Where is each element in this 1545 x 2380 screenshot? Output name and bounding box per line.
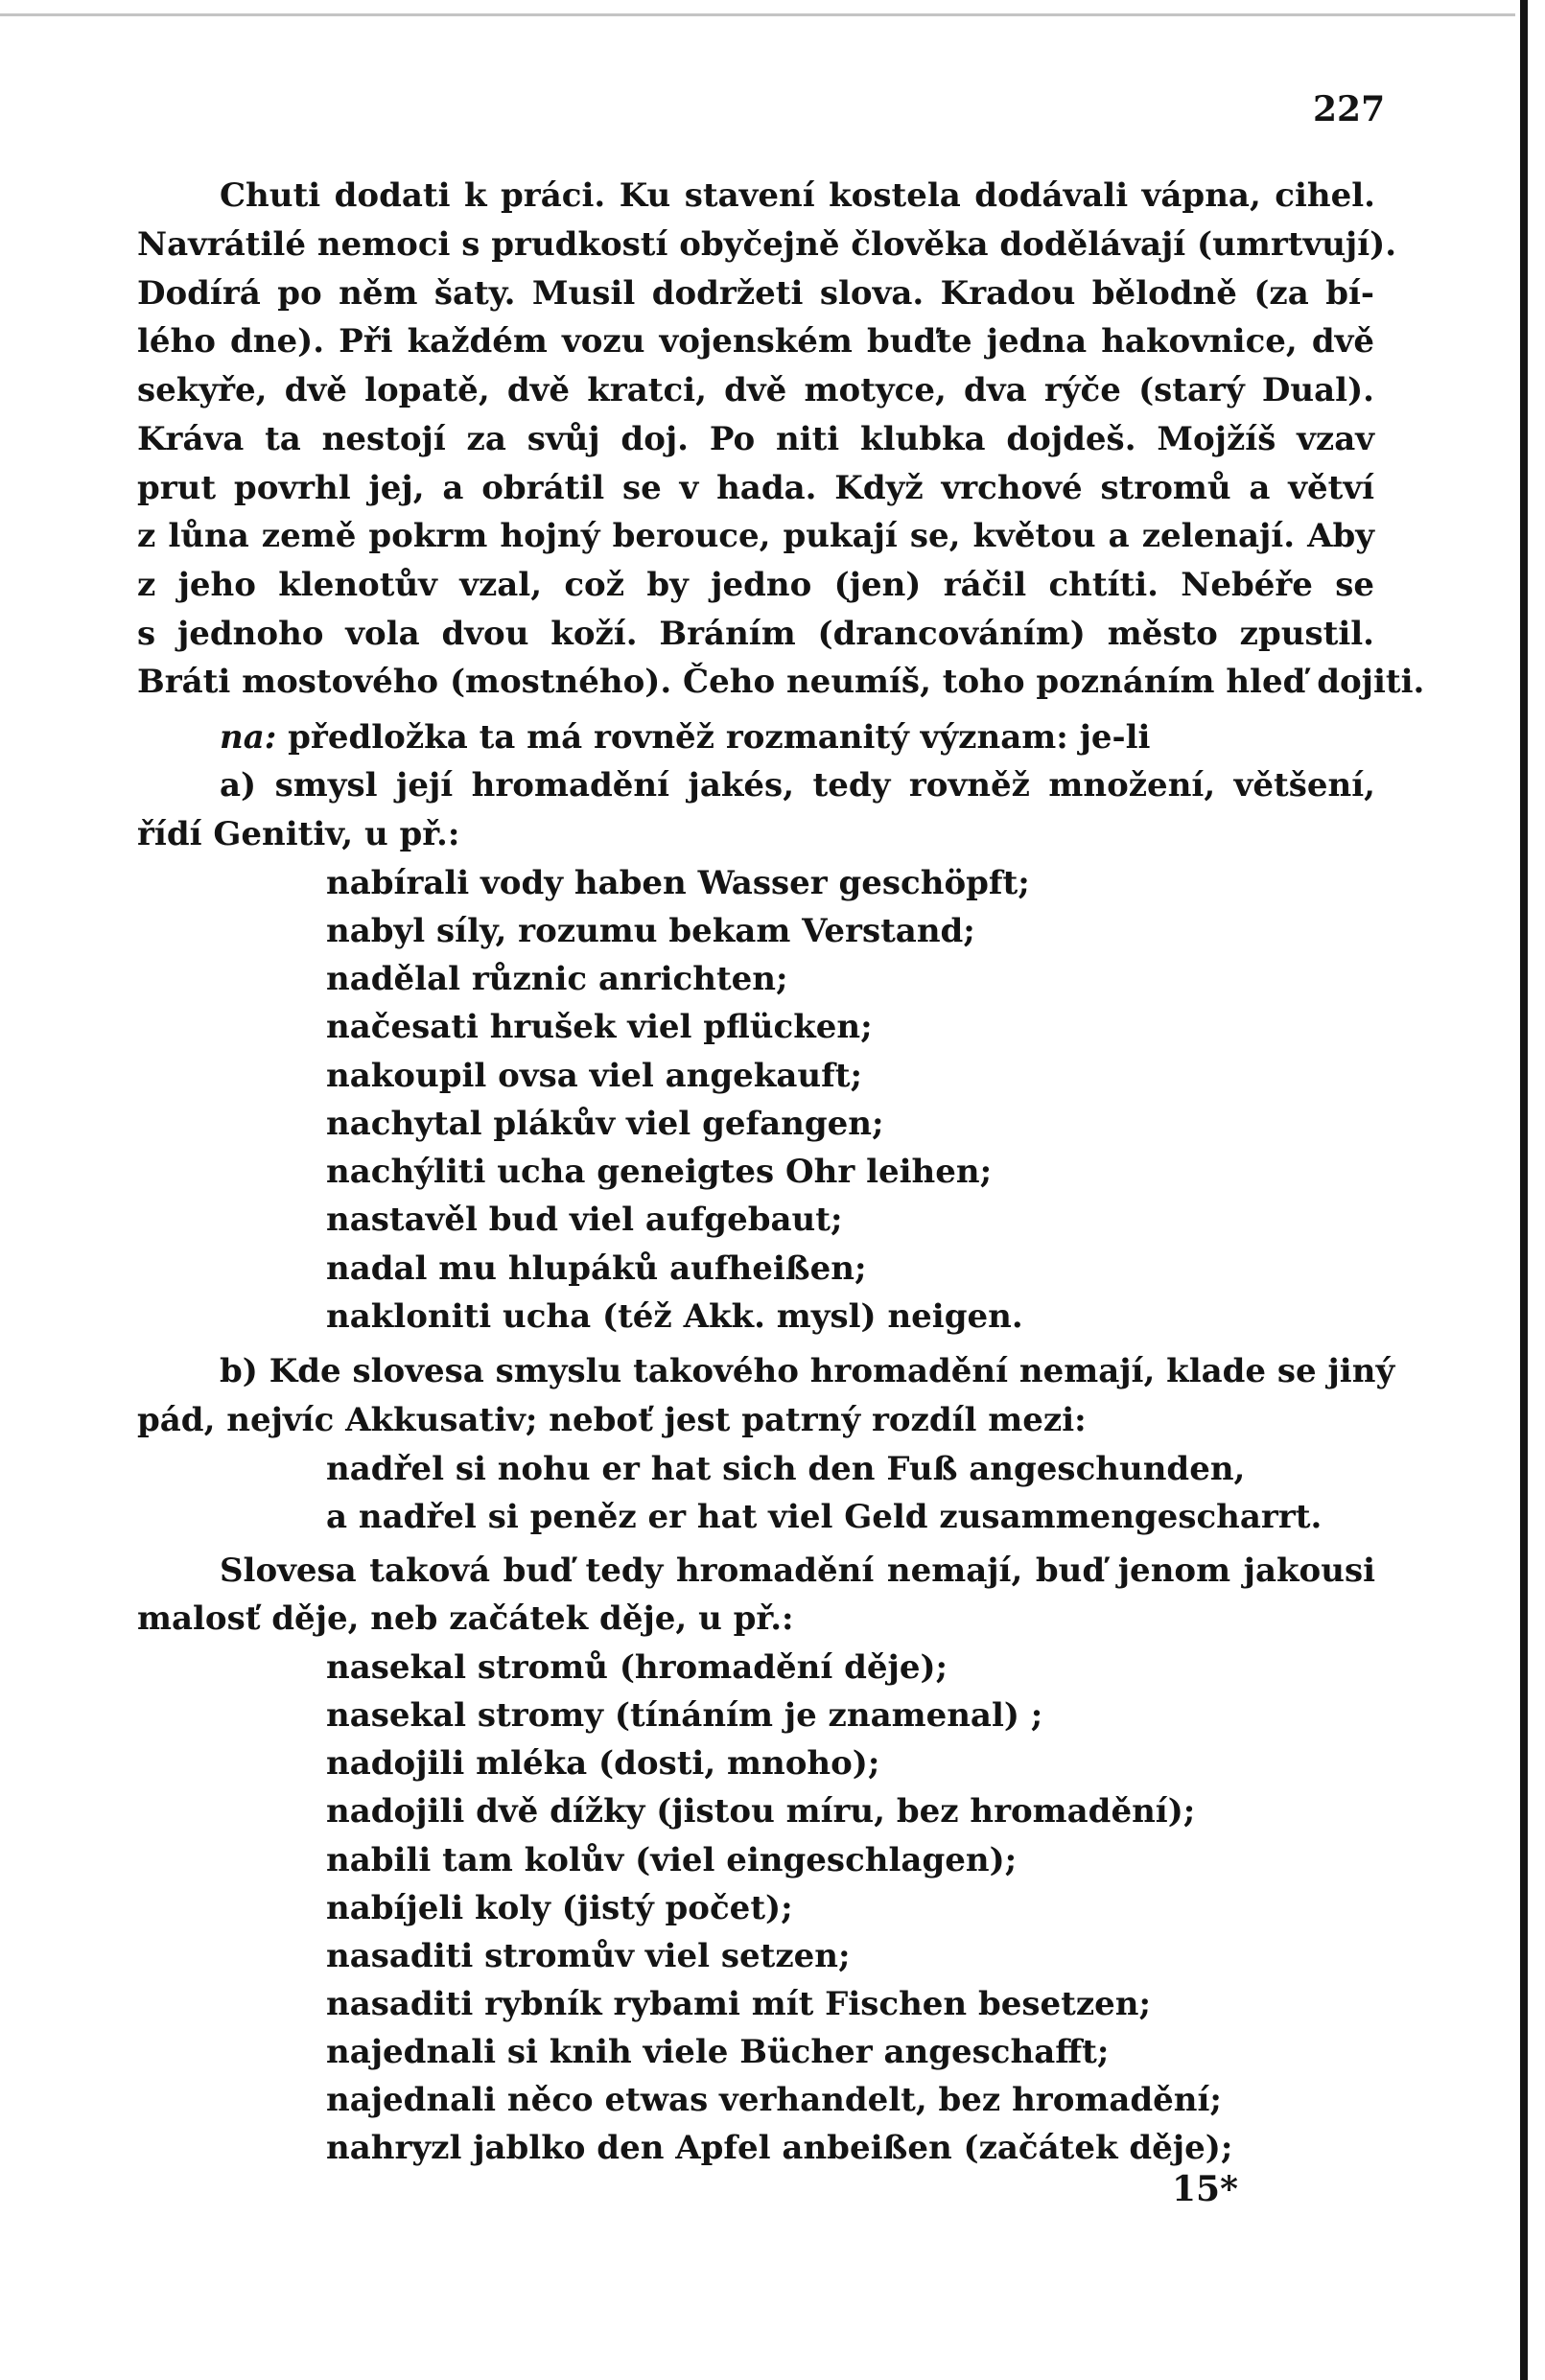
text-line: sekyře, dvě lopatě, dvě kratci, dvě motyce, dva rýče (starý Dual).: [137, 371, 1374, 409]
page-number: 227: [1313, 89, 1386, 129]
example-item: nakloniti ucha (též Akk. mysl) neigen.: [326, 1297, 1023, 1336]
text-line: Kráva ta nestojí za svůj doj. Po niti klubka dojdeš. Mojžíš vzav: [137, 420, 1374, 458]
scan-edge-top: [0, 13, 1515, 16]
example-item: nadojili dvě dížky (jistou míru, bez hromadění);: [326, 1792, 1196, 1831]
example-item: nadojili mléka (dosti, mnoho);: [326, 1744, 880, 1783]
section-heading-na: [220, 718, 1150, 757]
example-item: nadřel si nohu er hat sich den Fuß angeschunden,: [326, 1450, 1246, 1488]
example-item: nakoupil ovsa viel angekauft;: [326, 1057, 862, 1095]
text-line: Chuti dodati k práci. Ku stavení kostela dodávali vápna, cihel.: [220, 176, 1375, 215]
example-item: nabírali vody haben Wasser geschöpft;: [326, 864, 1030, 902]
example-item: nabili tam kolův (viel eingeschlagen);: [326, 1841, 1018, 1879]
text-line: Navrátilé nemoci s prudkostí obyčejně člověka dodělávají (umrtvují).: [137, 225, 1397, 264]
section-a-line: a) smysl její hromadění jakés, tedy rovněž množení, většení,: [220, 766, 1375, 805]
text-line: Bráti mostového (mostného). Čeho neumíš, toho poznáním hleď dojiti.: [137, 663, 1425, 701]
example-item: nachytal plákův viel gefangen;: [326, 1105, 884, 1143]
heading-text: předložka ta má rovněž rozmanitý význam: je-li: [276, 718, 1151, 757]
example-item: nasekal stromů (hromadění děje);: [326, 1648, 948, 1687]
headword-na: na:: [220, 718, 277, 757]
scan-edge-right: [1520, 0, 1528, 2380]
text-line: s jednoho vola dvou koží. Bráním (drancováním) město zpustil.: [137, 615, 1374, 653]
text-line: lého dne). Při každém vozu vojenském buďte jedna hakovnice, dvě: [137, 322, 1374, 361]
example-item: nahryzl jablko den Apfel anbeißen (začátek děje);: [326, 2129, 1233, 2167]
text-line: z lůna země pokrm hojný berouce, pukají se, květou a zelenají. Aby: [137, 517, 1374, 555]
example-item: nasaditi stromův viel setzen;: [326, 1937, 851, 1975]
paragraph-slovesa-line: malosť děje, neb začátek děje, u př.:: [137, 1599, 794, 1638]
example-item: nabyl síly, rozumu bekam Verstand;: [326, 912, 975, 950]
example-item: nabíjeli koly (jistý počet);: [326, 1889, 793, 1927]
text-line: z jeho klenotův vzal, což by jedno (jen) ráčil chtíti. Nebéře se: [137, 566, 1374, 604]
example-item: nasaditi rybník rybami mít Fischen besetzen;: [326, 1985, 1152, 2023]
example-item: nadělal různic anrichten;: [326, 960, 788, 998]
example-item: nasekal stromy (tínáním je znamenal) ;: [326, 1696, 1043, 1735]
paragraph-slovesa-line: Slovesa taková buď tedy hromadění nemají, buď jenom jakousi: [220, 1552, 1375, 1590]
section-b-line: b) Kde slovesa smyslu takového hromadění nemají, klade se jiný: [220, 1352, 1395, 1390]
example-item: nachýliti ucha geneigtes Ohr leihen;: [326, 1153, 993, 1191]
example-item: nastavěl bud viel aufgebaut;: [326, 1201, 843, 1239]
signature-mark: 15*: [1172, 2169, 1238, 2209]
section-b-line: pád, nejvíc Akkusativ; neboť jest patrný rozdíl mezi:: [137, 1401, 1087, 1439]
example-item: a nadřel si peněz er hat viel Geld zusammengescharrt.: [326, 1498, 1323, 1536]
text-line: prut povrhl jej, a obrátil se v hada. Když vrchové stromů a větví: [137, 469, 1374, 507]
example-item: nadal mu hlupáků aufheißen;: [326, 1249, 867, 1288]
section-a-line: řídí Genitiv, u př.:: [137, 815, 460, 853]
text-line: Dodírá po něm šaty. Musil dodržeti slova. Kradou bělodně (za bí-: [137, 274, 1374, 313]
example-item: načesati hrušek viel pflücken;: [326, 1008, 873, 1046]
example-item: najednali si knih viele Bücher angeschafft;: [326, 2033, 1110, 2071]
example-item: najednali něco etwas verhandelt, bez hromadění;: [326, 2081, 1222, 2119]
